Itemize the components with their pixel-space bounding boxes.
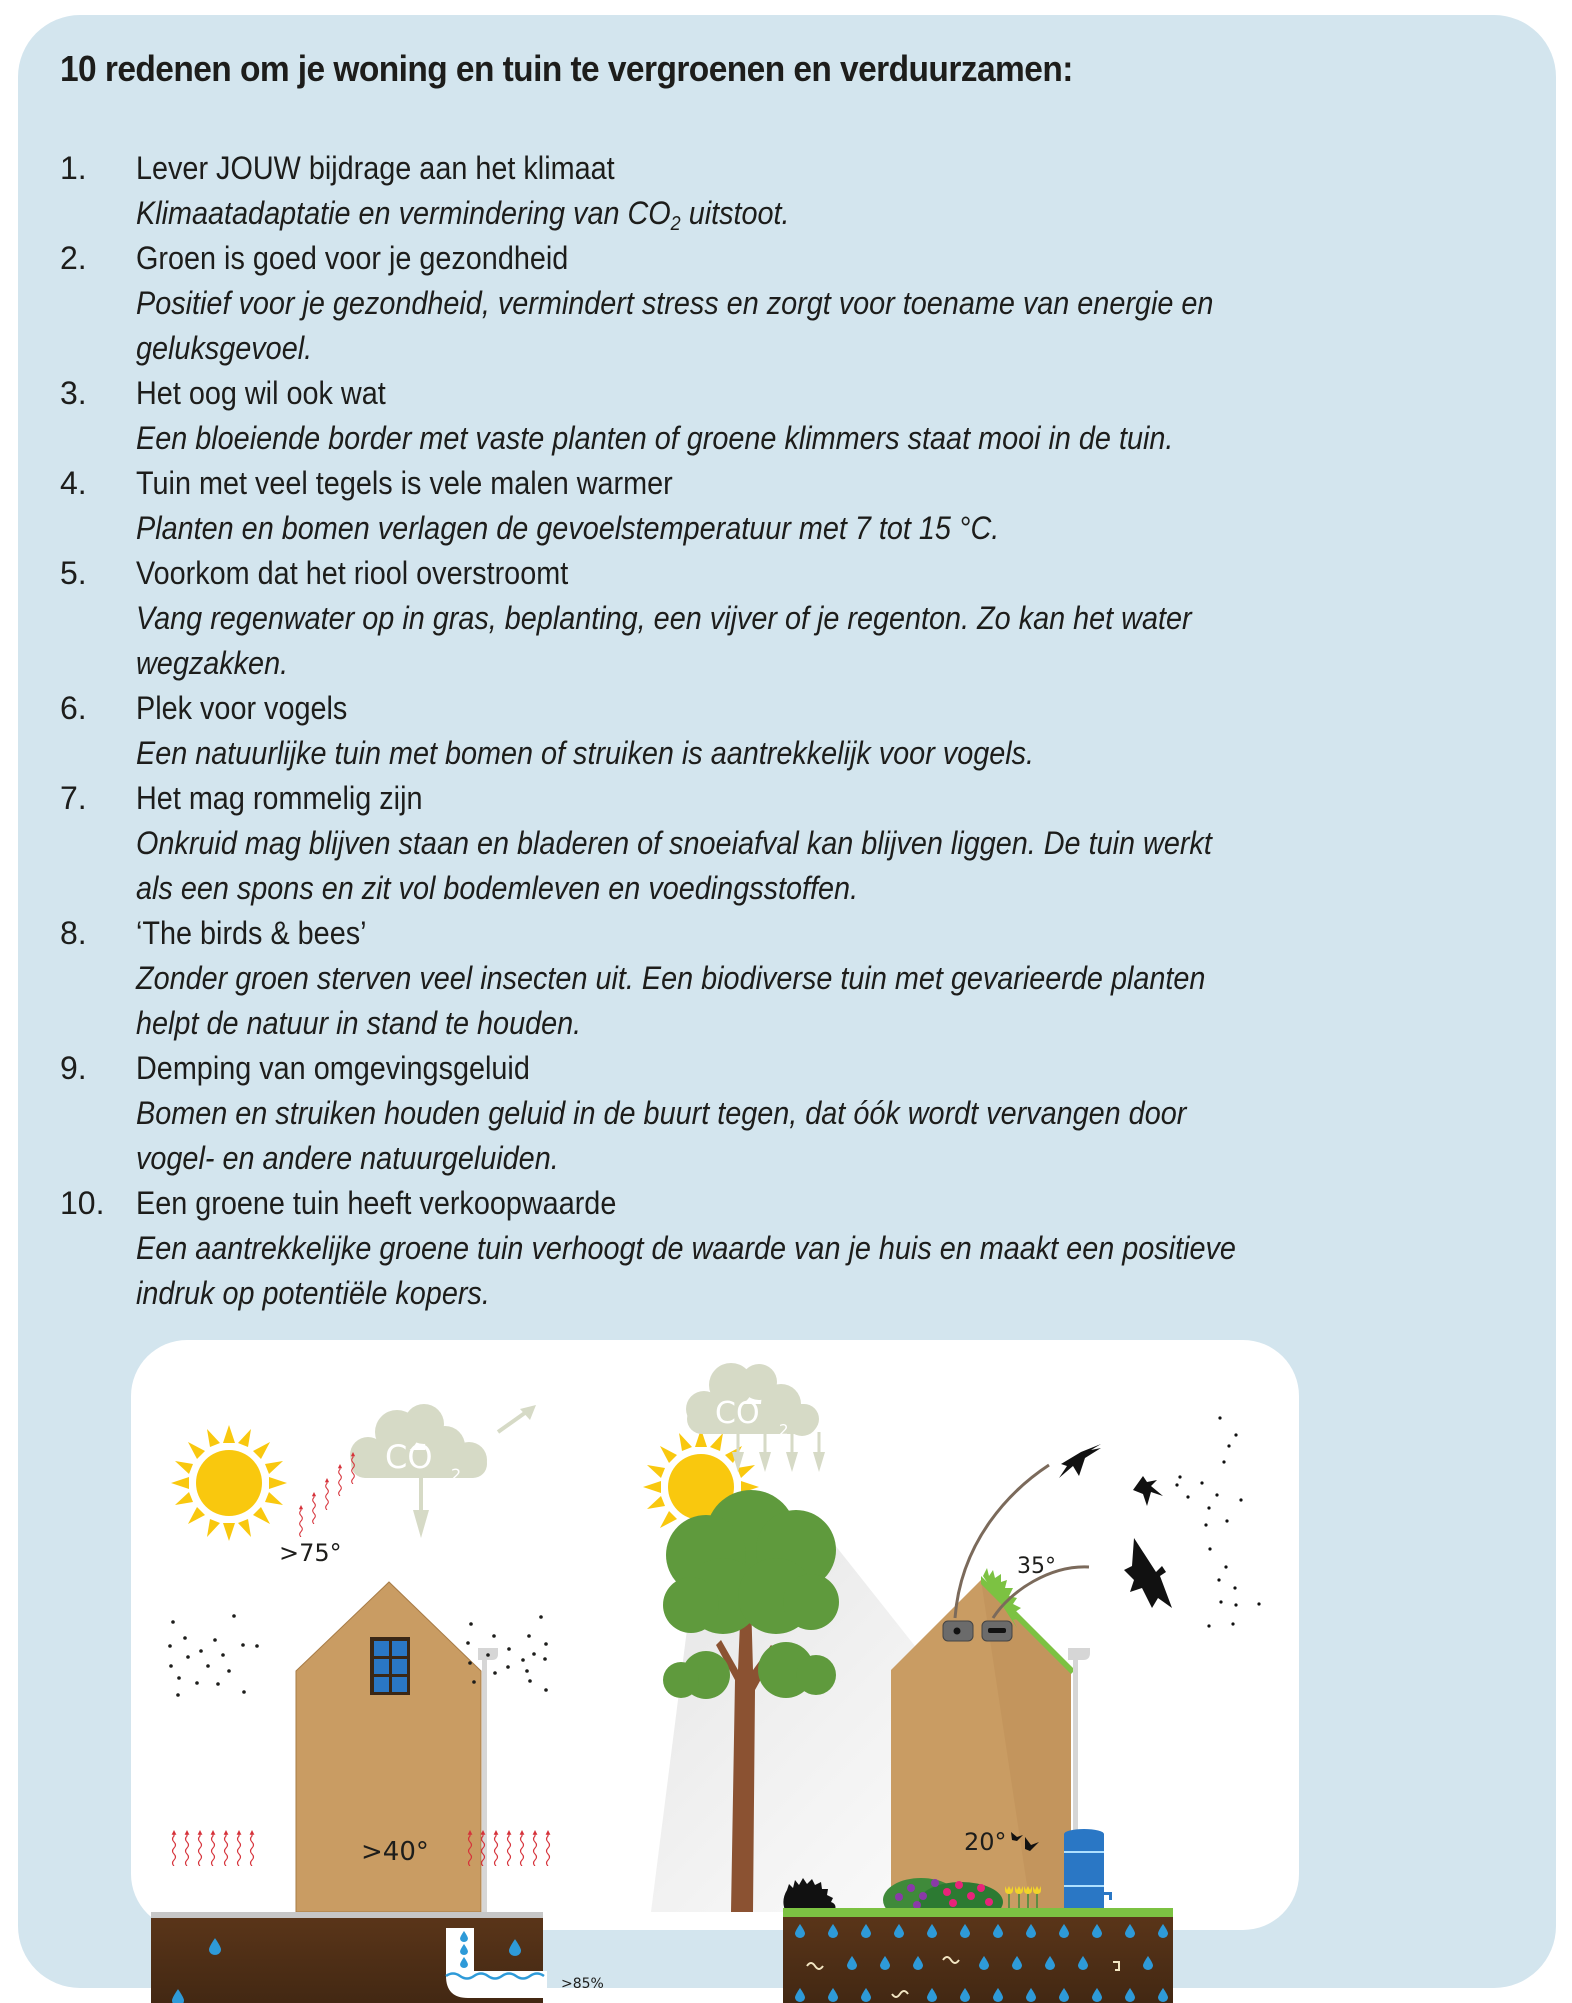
reason-item-9 bbox=[0, 1046, 1572, 1181]
co2-label: CO bbox=[385, 1438, 433, 1476]
co2-cloud-icon bbox=[227, 1340, 536, 1538]
reason-description: wegzakken. bbox=[136, 645, 289, 681]
reason-description: geluksgevoel. bbox=[136, 330, 313, 366]
house-temperature-label: >40° bbox=[361, 1837, 429, 1867]
house-temperature-label: 20° bbox=[964, 1828, 1007, 1856]
reason-heading: Plek voor vogels bbox=[136, 690, 348, 726]
reason-heading: Het mag rommelig zijn bbox=[136, 780, 423, 816]
roof-temperature-label: 35° bbox=[1017, 1554, 1056, 1579]
reason-description: indruk op potentiële kopers. bbox=[136, 1275, 490, 1311]
illustration-card bbox=[131, 1340, 1299, 1992]
roof-temperature-label: >75° bbox=[279, 1539, 342, 1567]
reason-item-2 bbox=[0, 236, 1572, 371]
reason-item-7 bbox=[0, 776, 1572, 911]
reason-item-8 bbox=[0, 911, 1572, 1046]
grass-strip bbox=[783, 1908, 1173, 1917]
swallow-icon bbox=[1059, 1444, 1163, 1506]
gray-garden-scene bbox=[151, 1340, 604, 2003]
reason-item-4 bbox=[0, 461, 1572, 551]
reason-number: 5. bbox=[60, 555, 87, 591]
reason-heading: Het oog wil ook wat bbox=[136, 375, 386, 411]
co2-subscript: 2 bbox=[451, 1465, 462, 1484]
reason-number: 3. bbox=[60, 375, 87, 411]
reason-number: 9. bbox=[60, 1050, 87, 1086]
reason-heading: ‘The birds & bees’ bbox=[136, 915, 367, 951]
reason-heading: Groen is goed voor je gezondheid bbox=[136, 240, 569, 276]
reason-number: 10. bbox=[60, 1185, 105, 1221]
reason-heading: Tuin met veel tegels is vele malen warmer bbox=[136, 465, 673, 501]
co2-subscript: 2 bbox=[779, 1421, 789, 1439]
reason-description: Positief voor je gezondheid, vermindert stress en zorgt voor toename van energie en bbox=[136, 285, 1214, 321]
garden-comparison-illustration bbox=[131, 1340, 1299, 1992]
co2-label: CO bbox=[715, 1396, 760, 1431]
soil-layer bbox=[783, 1917, 1173, 2003]
reason-number: 8. bbox=[60, 915, 87, 951]
reason-item-10 bbox=[0, 1181, 1572, 1316]
reason-item-3 bbox=[0, 371, 1572, 461]
paving-tiles bbox=[151, 1912, 543, 1918]
window-icon bbox=[370, 1637, 410, 1695]
reason-number: 7. bbox=[60, 780, 87, 816]
reason-heading: Een groene tuin heeft verkoopwaarde bbox=[136, 1185, 617, 1221]
rain-barrel-icon bbox=[1064, 1829, 1112, 1910]
reason-description: als een spons en zit vol bodemleven en voedingsstoffen. bbox=[136, 870, 859, 906]
sewer-load-label: >85% bbox=[561, 1976, 604, 1992]
reason-description: Onkruid mag blijven staan en bladeren of snoeiafval kan blijven liggen. De tuin werkt bbox=[136, 825, 1212, 861]
reason-description: Een natuurlijke tuin met bomen of struiken is aantrekkelijk voor vogels. bbox=[136, 735, 1035, 771]
reason-heading: Demping van omgevingsgeluid bbox=[136, 1050, 530, 1086]
reason-number: 4. bbox=[60, 465, 87, 501]
reason-description: vogel- en andere natuurgeluiden. bbox=[136, 1140, 559, 1176]
reason-heading: Voorkom dat het riool overstroomt bbox=[136, 555, 569, 591]
reason-number: 2. bbox=[60, 240, 87, 276]
page-title: 10 redenen om je woning en tuin te vergroenen en verduurzamen: bbox=[60, 48, 1073, 89]
green-roof-house-icon bbox=[891, 1568, 1075, 1912]
reason-number: 6. bbox=[60, 690, 87, 726]
reason-description: Een aantrekkelijke groene tuin verhoogt de waarde van je huis en maakt een positieve bbox=[136, 1230, 1236, 1266]
reason-heading: Lever JOUW bijdrage aan het klimaat bbox=[136, 150, 615, 186]
reason-description: helpt de natuur in stand te houden. bbox=[136, 1005, 582, 1041]
reason-item-1 bbox=[0, 146, 1572, 236]
insect-dots bbox=[1175, 1416, 1260, 1627]
reason-number: 1. bbox=[60, 150, 87, 186]
reason-description: Een bloeiende border met vaste planten of groene klimmers staat mooi in de tuin. bbox=[136, 420, 1174, 456]
reason-description: Zonder groen sterven veel insecten uit. Een biodiverse tuin met gevarieerde planten bbox=[136, 960, 1206, 996]
reason-description: Bomen en struiken houden geluid in de buurt tegen, dat óók wordt vervangen door bbox=[136, 1095, 1187, 1131]
reason-description: Planten en bomen verlagen de gevoelstemperatuur met 7 tot 15 °C. bbox=[136, 510, 1000, 546]
green-garden-scene bbox=[643, 1363, 1261, 2003]
reason-item-5 bbox=[0, 551, 1572, 686]
bat-icon bbox=[1124, 1538, 1172, 1608]
reason-item-6 bbox=[0, 686, 1572, 776]
reasons-list bbox=[0, 146, 1572, 1316]
sun-icon bbox=[171, 1425, 287, 1541]
reason-description: Vang regenwater op in gras, beplanting, een vijver of je regenton. Zo kan het water bbox=[136, 600, 1192, 636]
reason-description: Klimaatadaptatie en vermindering van $CO_2$ uitstoot. bbox=[136, 195, 790, 235]
